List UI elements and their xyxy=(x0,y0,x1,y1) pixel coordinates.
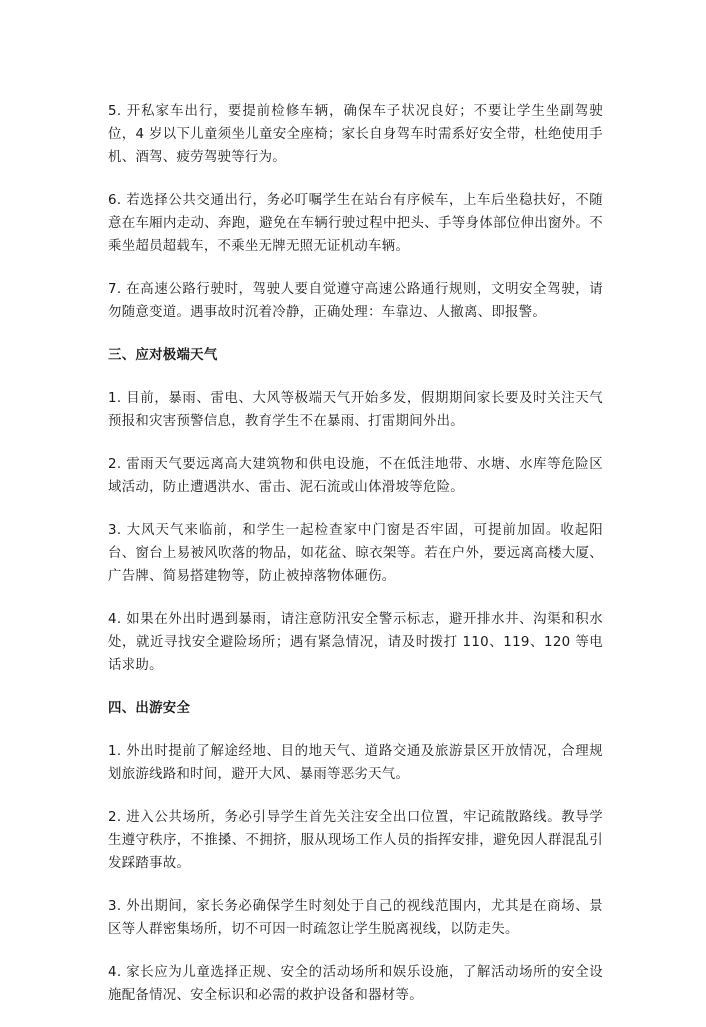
paragraph-travel-1: 1. 外出时提前了解途经地、目的地天气、道路交通及旅游景区开放情况，合理规划旅游线路和时间，避开大风、暴雨等恶劣天气。 xyxy=(108,744,603,782)
paragraph-transport-6: 6. 若选择公共交通出行，务必叮嘱学生在站台有序候车，上车后坐稳扶好，不随意在车厢内走动、奔跑，避免在车辆行驶过程中把头、手等身体部位伸出窗外。不乘坐超员超载车，不乘坐无牌无照无证机动车辆。 xyxy=(108,193,603,254)
paragraph-weather-4: 4. 如果在外出时遇到暴雨，请注意防汛安全警示标志，避开排水井、沟渠和积水处，就近寻找安全避险场所；遇有紧急情况，请及时拨打 110、119、120 等电话求助。 xyxy=(108,612,603,673)
document-page xyxy=(108,100,603,1027)
paragraph-travel-4: 4. 家长应为儿童选择正规、安全的活动场所和娱乐设施，了解活动场所的安全设施配备情况、安全标识和必需的救护设备和器材等。 xyxy=(108,965,603,1003)
paragraph-weather-3: 3. 大风天气来临前，和学生一起检查家中门窗是否牢固，可提前加固。收起阳台、窗台上易被风吹落的物品，如花盆、晾衣架等。若在户外，要远离高楼大厦、广告牌、简易搭建物等，防止被掉落物体砸伤。 xyxy=(108,523,603,584)
paragraph-weather-2: 2. 雷雨天气要远离高大建筑物和供电设施，不在低洼地带、水塘、水库等危险区域活动，防止遭遇洪水、雷击、泥石流或山体滑坡等危险。 xyxy=(108,457,603,495)
paragraph-transport-7: 7. 在高速公路行驶时，驾驶人要自觉遵守高速公路通行规则，文明安全驾驶，请勿随意变道。遇事故时沉着冷静，正确处理：车靠边、人撤离、即报警。 xyxy=(108,282,603,320)
section-heading-weather: 三、应对极端天气 xyxy=(108,348,218,363)
paragraph-travel-3: 3. 外出期间，家长务必确保学生时刻处于自己的视线范围内，尤其是在商场、景区等人群密集场所，切不可因一时疏忽让学生脱离视线，以防走失。 xyxy=(108,899,603,937)
paragraph-travel-2: 2. 进入公共场所，务必引导学生首先关注安全出口位置，牢记疏散路线。教导学生遵守秩序，不推搡、不拥挤，服从现场工作人员的指挥安排，避免因人群混乱引发踩踏事故。 xyxy=(108,810,603,871)
paragraph-weather-1: 1. 目前，暴雨、雷电、大风等极端天气开始多发，假期期间家长要及时关注天气预报和灾害预警信息，教育学生不在暴雨、打雷期间外出。 xyxy=(108,391,603,429)
section-heading-travel: 四、出游安全 xyxy=(108,701,191,716)
paragraph-transport-5: 5. 开私家车出行，要提前检修车辆，确保车子状况良好；不要让学生坐副驾驶位，4 岁以下儿童须坐儿童安全座椅；家长自身驾车时需系好安全带，杜绝使用手机、酒驾、疲劳驾驶等行为。 xyxy=(108,104,603,165)
